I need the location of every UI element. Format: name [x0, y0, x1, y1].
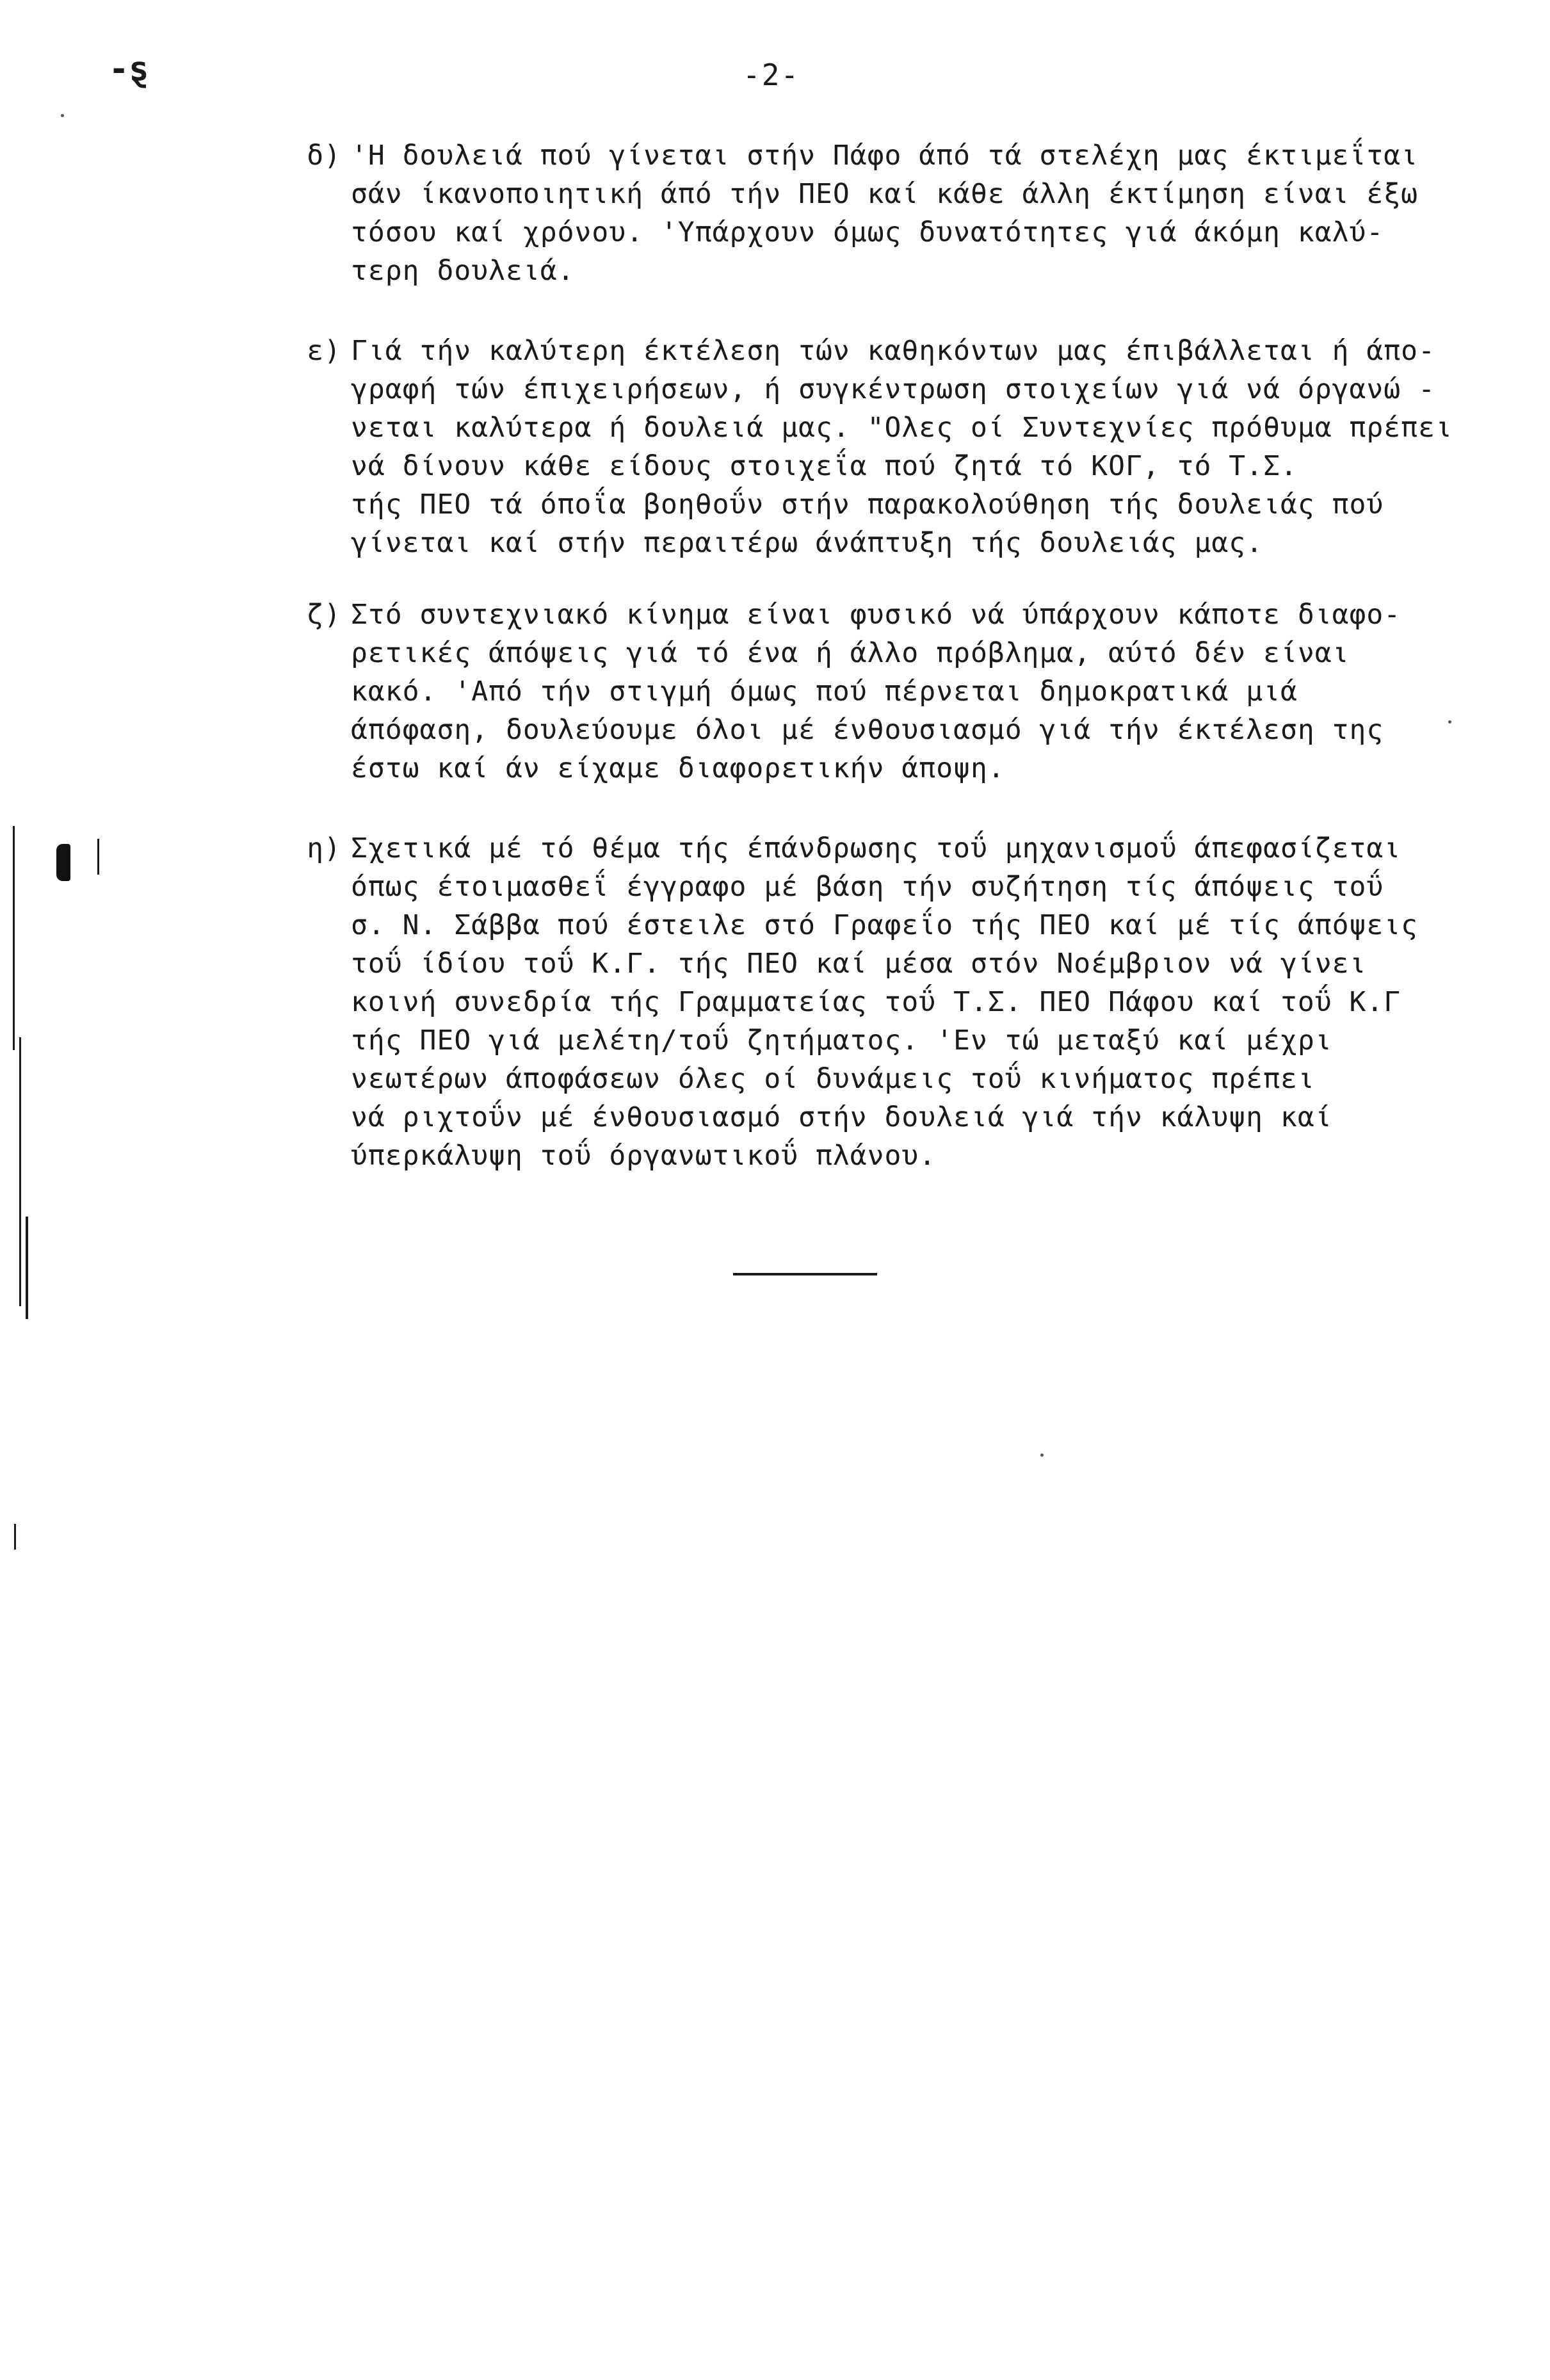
paragraph-line: όπως έτοιμασθεΐ έγγραφο μέ βάση τήν συζήτηση τίς άπόψεις τοΰ	[351, 871, 1384, 903]
speck	[1448, 720, 1451, 724]
paragraph-line: τής ΠΕΟ γιά μελέτη/τοΰ ζητήματος. 'Εν τώ μεταξύ καί μέχρι	[351, 1024, 1332, 1056]
paragraph-line: Σχετικά μέ τό θέμα τής έπάνδρωσης τοΰ μηχανισμοΰ άπεφασίζεται	[351, 832, 1401, 864]
paragraph-line: τοΰ ίδίου τοΰ Κ.Γ. τής ΠΕΟ καί μέσα στόν Νοέμβριον νά γίνει	[351, 948, 1367, 980]
corner-mark: -ȿ	[109, 50, 149, 88]
paragraph-z	[307, 595, 1452, 788]
margin-mark	[26, 1217, 28, 1319]
paragraph-label: η)	[307, 832, 341, 864]
paragraph-line: κακό. 'Από τήν στιγμή όμως πού πέρνεται δημοκρατικά μιά	[351, 676, 1298, 708]
margin-mark	[13, 826, 15, 1050]
paragraph-line: νεται καλύτερα ή δουλειά μας. "Ολες οί Συντεχνίες πρόθυμα πρέπει	[351, 412, 1453, 444]
paragraph-line: σ. Ν. Σάββα πού έστειλε στό Γραφεΐο τής ΠΕΟ καί μέ τίς άπόψεις	[351, 909, 1419, 941]
ink-blot	[56, 844, 70, 881]
speck	[61, 114, 64, 117]
paragraph-line: γίνεται καί στήν περαιτέρω άνάπτυξη τής δουλειάς μας.	[351, 527, 1264, 559]
speck	[1040, 1453, 1044, 1457]
paragraph-line: νά δίνουν κάθε είδους στοιχεΐα πού ζητά τό ΚΟΓ, τό Τ.Σ.	[351, 450, 1298, 482]
paragraph-line: τερη δουλειά.	[351, 255, 575, 287]
paragraph-e	[307, 332, 1453, 562]
paragraph-line: κοινή συνεδρία τής Γραμματείας τοΰ Τ.Σ. ΠΕΟ Πάφου καί τοΰ Κ.Γ	[351, 986, 1401, 1018]
paragraph-line: νά ριχτοΰν μέ ένθουσιασμό στήν δουλειά γιά τήν κάλυψη καί	[351, 1101, 1332, 1133]
margin-mark	[19, 1037, 21, 1306]
paragraph-line: Στό συντεχνιακό κίνημα είναι φυσικό νά ύπάρχουν κάποτε διαφο-	[351, 599, 1401, 631]
paragraph-line: άπόφαση, δουλεύουμε όλοι μέ ένθουσιασμό γιά τήν έκτέλεση της	[351, 714, 1384, 746]
paragraph-line: ύπερκάλυψη τοΰ όργανωτικοΰ πλάνου.	[351, 1140, 937, 1172]
margin-mark	[14, 1524, 16, 1550]
paragraph-line: νεωτέρων άποφάσεων όλες οί δυνάμεις τοΰ κινήματος πρέπει	[351, 1063, 1315, 1095]
paragraph-line: έστω καί άν είχαμε διαφορετικήν άποψη.	[351, 752, 1005, 784]
paragraph-line: ρετικές άπόψεις γιά τό ένα ή άλλο πρόβλημα, αύτό δέν είναι	[351, 637, 1350, 669]
paragraph-line: τής ΠΕΟ τά όποΐα βοηθοΰν στήν παρακολούθηση τής δουλειάς πού	[351, 489, 1384, 521]
paragraph-line: 'Η δουλειά πού γίνεται στήν Πάφο άπό τά στελέχη μας έκτιμεΐται	[351, 140, 1419, 172]
paragraph-label: ε)	[307, 335, 341, 367]
paragraph-label: ζ)	[307, 599, 341, 631]
paragraph-line: γραφή τών έπιχειρήσεων, ή συγκέντρωση στοιχείων γιά νά όργανώ -	[351, 373, 1435, 405]
margin-mark	[97, 839, 99, 875]
paragraph-line: σάν ίκανοποιητική άπό τήν ΠΕΟ καί κάθε άλλη έκτίμηση είναι έξω	[351, 178, 1419, 210]
end-divider	[733, 1273, 877, 1275]
paragraph-h	[307, 829, 1452, 1175]
paragraph-line: τόσου καί χρόνου. 'Υπάρχουν όμως δυνατότητες γιά άκόμη καλύ-	[351, 216, 1384, 248]
paragraph-d	[307, 136, 1452, 290]
paragraph-label: δ)	[307, 140, 341, 172]
paragraph-line: Γιά τήν καλύτερη έκτέλεση τών καθηκόντων μας έπιβάλλεται ή άπο-	[351, 335, 1435, 367]
page-number: -2-	[743, 58, 800, 92]
